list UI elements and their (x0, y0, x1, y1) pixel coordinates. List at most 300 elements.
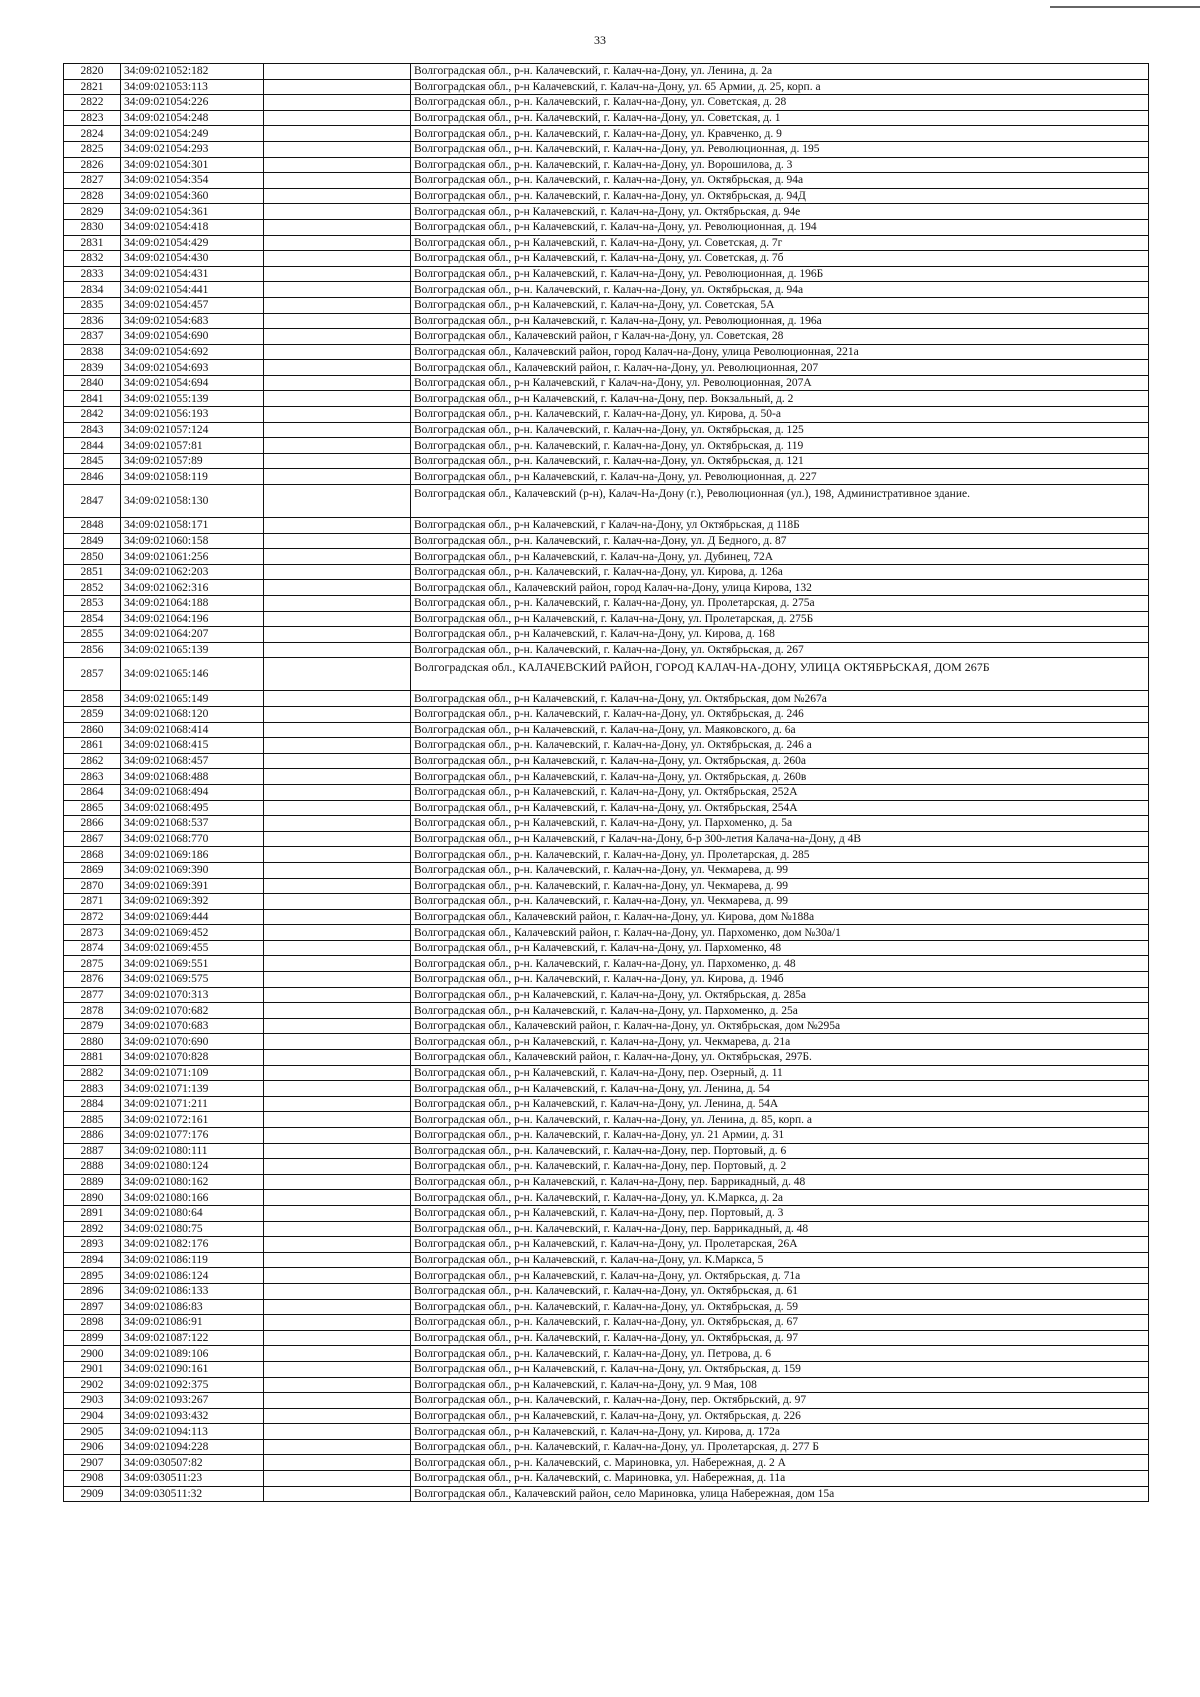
empty-cell (264, 1050, 411, 1066)
row-number: 2856 (64, 642, 121, 658)
table-row (64, 64, 1149, 80)
cadastral-number: 34:09:021070:682 (121, 1003, 264, 1019)
table-row (64, 987, 1149, 1003)
table-row (64, 188, 1149, 204)
address: Волгоградская обл., р-н. Калачевский, г. Калач-на-Дону, ул. 21 Армии, д. 31 (411, 1128, 1149, 1144)
table-row (64, 596, 1149, 612)
row-number: 2892 (64, 1221, 121, 1237)
table-row (64, 1346, 1149, 1362)
cadastral-number: 34:09:021054:430 (121, 251, 264, 267)
address: Волгоградская обл., р-н. Калачевский, г. Калач-на-Дону, ул. Октябрьская, д. 267 (411, 642, 1149, 658)
table-row (64, 157, 1149, 173)
cadastral-number: 34:09:021086:83 (121, 1299, 264, 1315)
cadastral-number: 34:09:030511:32 (121, 1486, 264, 1502)
table-row (64, 706, 1149, 722)
empty-cell (264, 580, 411, 596)
address: Волгоградская обл., р-н Калачевский, г. Калач-на-Дону, пер. Вокзальный, д. 2 (411, 391, 1149, 407)
address: Волгоградская обл., р-н. Калачевский, г. Калач-на-Дону, ул. Ворошилова, д. 3 (411, 157, 1149, 173)
table-row (64, 173, 1149, 189)
table-row (64, 266, 1149, 282)
address: Волгоградская обл., р-н. Калачевский, с. Мариновка, ул. Набережная, д. 11а (411, 1471, 1149, 1487)
row-number: 2897 (64, 1299, 121, 1315)
address: Волгоградская обл., р-н Калачевский, г Калач-на-Дону, ул. Революционная, 207А (411, 375, 1149, 391)
row-number: 2826 (64, 157, 121, 173)
empty-cell (264, 784, 411, 800)
row-number: 2904 (64, 1408, 121, 1424)
row-number: 2869 (64, 862, 121, 878)
empty-cell (264, 1159, 411, 1175)
table-row (64, 1143, 1149, 1159)
cadastral-number: 34:09:021065:146 (121, 658, 264, 691)
table-row (64, 1174, 1149, 1190)
address: Волгоградская обл., р-н Калачевский, г Калач-на-Дону, ул Октябрьская, д 118Б (411, 518, 1149, 534)
cadastral-number: 34:09:030507:82 (121, 1455, 264, 1471)
table-row (64, 1034, 1149, 1050)
table-row (64, 1393, 1149, 1409)
row-number: 2833 (64, 266, 121, 282)
address: Волгоградская обл., р-н. Калачевский, г. Калач-на-Дону, ул. Советская, д. 1 (411, 110, 1149, 126)
address: Волгоградская обл., р-н Калачевский, г. Калач-на-Дону, ул. 65 Армии, д. 25, корп. а (411, 79, 1149, 95)
row-number: 2895 (64, 1268, 121, 1284)
empty-cell (264, 800, 411, 816)
table-row (64, 204, 1149, 220)
cadastral-number: 34:09:021061:256 (121, 549, 264, 565)
empty-cell (264, 329, 411, 345)
row-number: 2900 (64, 1346, 121, 1362)
empty-cell (264, 1346, 411, 1362)
empty-cell (264, 1377, 411, 1393)
address: Волгоградская обл., р-н. Калачевский, г. Калач-на-Дону, ул. Октябрьская, д. 94Д (411, 188, 1149, 204)
empty-cell (264, 297, 411, 313)
row-number: 2878 (64, 1003, 121, 1019)
address: Волгоградская обл., р-н Калачевский, г. Калач-на-Дону, ул. Революционная, д. 194 (411, 219, 1149, 235)
empty-cell (264, 1065, 411, 1081)
table-row (64, 1159, 1149, 1175)
empty-cell (264, 769, 411, 785)
cadastral-number: 34:09:021070:683 (121, 1018, 264, 1034)
empty-cell (264, 251, 411, 267)
address: Волгоградская обл., р-н Калачевский, г. Калач-на-Дону, ул. Октябрьская, 254А (411, 800, 1149, 816)
empty-cell (264, 64, 411, 80)
row-number: 2868 (64, 847, 121, 863)
cadastral-number: 34:09:021069:391 (121, 878, 264, 894)
row-number: 2906 (64, 1439, 121, 1455)
address: Волгоградская обл., р-н Калачевский, г. Калач-на-Дону, ул. Советская, д. 7б (411, 251, 1149, 267)
table-row (64, 925, 1149, 941)
empty-cell (264, 533, 411, 549)
empty-cell (264, 126, 411, 142)
row-number: 2874 (64, 940, 121, 956)
table-row (64, 485, 1149, 518)
address: Волгоградская обл., Калачевский район, г. Калач-на-Дону, ул. Кирова, дом №188а (411, 909, 1149, 925)
address: Волгоградская обл., р-н Калачевский, г. Калач-на-Дону, ул. Октябрьская, д. 260а (411, 753, 1149, 769)
row-number: 2860 (64, 722, 121, 738)
cadastral-number: 34:09:021054:226 (121, 95, 264, 111)
table-row (64, 1471, 1149, 1487)
cadastral-number: 34:09:021068:415 (121, 738, 264, 754)
row-number: 2845 (64, 453, 121, 469)
empty-cell (264, 847, 411, 863)
table-row (64, 580, 1149, 596)
address: Волгоградская обл., р-н. Калачевский, с. Мариновка, ул. Набережная, д. 2 А (411, 1455, 1149, 1471)
empty-cell (264, 1112, 411, 1128)
cadastral-number: 34:09:021072:161 (121, 1112, 264, 1128)
address: Волгоградская обл., р-н. Калачевский, г. Калач-на-Дону, ул. Октябрьская, д. 121 (411, 453, 1149, 469)
empty-cell (264, 1315, 411, 1331)
empty-cell (264, 391, 411, 407)
address: Волгоградская обл., р-н. Калачевский, г. Калач-на-Дону, ул. Октябрьская, д. 125 (411, 422, 1149, 438)
table-row (64, 126, 1149, 142)
address: Волгоградская обл., р-н. Калачевский, г. Калач-на-Дону, пер. Баррикадный, д. 48 (411, 1221, 1149, 1237)
cadastral-number: 34:09:021068:120 (121, 706, 264, 722)
empty-cell (264, 658, 411, 691)
cadastral-number: 34:09:021080:111 (121, 1143, 264, 1159)
row-number: 2846 (64, 469, 121, 485)
row-number: 2854 (64, 611, 121, 627)
row-number: 2864 (64, 784, 121, 800)
empty-cell (264, 831, 411, 847)
table-row (64, 1377, 1149, 1393)
empty-cell (264, 596, 411, 612)
empty-cell (264, 204, 411, 220)
cadastral-number: 34:09:021080:75 (121, 1221, 264, 1237)
address: Волгоградская обл., р-н Калачевский, г. Калач-на-Дону, ул. Революционная, д. 196а (411, 313, 1149, 329)
table-row (64, 1081, 1149, 1097)
cadastral-number: 34:09:021054:354 (121, 173, 264, 189)
row-number: 2823 (64, 110, 121, 126)
address: Волгоградская обл., р-н Калачевский, г. Калач-на-Дону, ул. Октябрьская, д. 226 (411, 1408, 1149, 1424)
row-number: 2835 (64, 297, 121, 313)
table-row (64, 784, 1149, 800)
empty-cell (264, 1408, 411, 1424)
row-number: 2827 (64, 173, 121, 189)
row-number: 2905 (64, 1424, 121, 1440)
row-number: 2849 (64, 533, 121, 549)
empty-cell (264, 79, 411, 95)
row-number: 2852 (64, 580, 121, 596)
cadastral-number: 34:09:021068:457 (121, 753, 264, 769)
table-row (64, 549, 1149, 565)
table-row (64, 738, 1149, 754)
row-number: 2867 (64, 831, 121, 847)
row-number: 2879 (64, 1018, 121, 1034)
empty-cell (264, 1252, 411, 1268)
empty-cell (264, 1034, 411, 1050)
cadastral-number: 34:09:021054:360 (121, 188, 264, 204)
cadastral-number: 34:09:021054:457 (121, 297, 264, 313)
cadastral-number: 34:09:021070:690 (121, 1034, 264, 1050)
address: Волгоградская обл., р-н. Калачевский, г. Калач-на-Дону, ул. Кравченко, д. 9 (411, 126, 1149, 142)
row-number: 2840 (64, 375, 121, 391)
cadastral-number: 34:09:021057:124 (121, 422, 264, 438)
row-number: 2886 (64, 1128, 121, 1144)
empty-cell (264, 816, 411, 832)
cadastral-number: 34:09:021069:392 (121, 894, 264, 910)
address: Волгоградская обл., р-н Калачевский, г. Калач-на-Дону, пер. Озерный, д. 11 (411, 1065, 1149, 1081)
cadastral-number: 34:09:021082:176 (121, 1237, 264, 1253)
cadastral-number: 34:09:021077:176 (121, 1128, 264, 1144)
address: Волгоградская обл., р-н. Калачевский, г. Калач-на-Дону, ул. Октябрьская, д. 94а (411, 173, 1149, 189)
table-row (64, 1330, 1149, 1346)
table-row (64, 769, 1149, 785)
empty-cell (264, 1174, 411, 1190)
table-row (64, 453, 1149, 469)
table-row (64, 79, 1149, 95)
empty-cell (264, 360, 411, 376)
table-row (64, 1439, 1149, 1455)
top-edge-line (1050, 6, 1200, 8)
cadastral-number: 34:09:021068:495 (121, 800, 264, 816)
cadastral-number: 34:09:021093:267 (121, 1393, 264, 1409)
address: Волгоградская обл., р-н Калачевский, г. Калач-на-Дону, ул. Революционная, д. 196Б (411, 266, 1149, 282)
address: Волгоградская обл., Калачевский район, г. Калач-на-Дону, ул. Революционная, 207 (411, 360, 1149, 376)
table-row (64, 313, 1149, 329)
table-row (64, 344, 1149, 360)
cadastral-number: 34:09:021065:149 (121, 691, 264, 707)
empty-cell (264, 1268, 411, 1284)
empty-cell (264, 1003, 411, 1019)
row-number: 2821 (64, 79, 121, 95)
address: Волгоградская обл., р-н. Калачевский, г. Калач-на-Дону, ул. Чекмарева, д. 99 (411, 894, 1149, 910)
cadastral-number: 34:09:021054:693 (121, 360, 264, 376)
row-number: 2891 (64, 1205, 121, 1221)
address: Волгоградская обл., Калачевский район, г. Калач-на-Дону, ул. Пархоменко, дом №30а/1 (411, 925, 1149, 941)
empty-cell (264, 925, 411, 941)
row-number: 2893 (64, 1237, 121, 1253)
address: Волгоградская обл., р-н. Калачевский, г. Калач-на-Дону, пер. Портовый, д. 2 (411, 1159, 1149, 1175)
empty-cell (264, 1299, 411, 1315)
cadastral-number: 34:09:021064:207 (121, 627, 264, 643)
page-number: 33 (594, 33, 606, 47)
row-number: 2875 (64, 956, 121, 972)
empty-cell (264, 1018, 411, 1034)
row-number: 2876 (64, 972, 121, 988)
table-row (64, 251, 1149, 267)
table-row (64, 1486, 1149, 1502)
row-number: 2862 (64, 753, 121, 769)
empty-cell (264, 518, 411, 534)
address: Волгоградская обл., р-н. Калачевский, г. Калач-на-Дону, ул. Кирова, д. 194б (411, 972, 1149, 988)
address: Волгоградская обл., р-н Калачевский, г. Калач-на-Дону, ул. Октябрьская, 252А (411, 784, 1149, 800)
address: Волгоградская обл., р-н. Калачевский, г. Калач-на-Дону, ул. Ленина, д. 85, корп. а (411, 1112, 1149, 1128)
row-number: 2863 (64, 769, 121, 785)
address: Волгоградская обл., Калачевский (р-н), Калач-На-Дону (г.), Революционная (ул.), 198, Административное здание. (411, 485, 1149, 518)
empty-cell (264, 549, 411, 565)
address: Волгоградская обл., р-н Калачевский, г. Калач-на-Дону, ул. Кирова, д. 172а (411, 1424, 1149, 1440)
empty-cell (264, 894, 411, 910)
cadastral-number: 34:09:021064:188 (121, 596, 264, 612)
cadastral-number: 34:09:021054:692 (121, 344, 264, 360)
cadastral-number: 34:09:021054:429 (121, 235, 264, 251)
row-number: 2837 (64, 329, 121, 345)
cadastral-number: 34:09:021055:139 (121, 391, 264, 407)
empty-cell (264, 1237, 411, 1253)
address: Волгоградская обл., р-н. Калачевский, г. Калач-на-Дону, ул. Ленина, д. 2а (411, 64, 1149, 80)
table-row (64, 1283, 1149, 1299)
cadastral-number: 34:09:021057:81 (121, 438, 264, 454)
cadastral-number: 34:09:021068:494 (121, 784, 264, 800)
row-number: 2898 (64, 1315, 121, 1331)
address: Волгоградская обл., р-н. Калачевский, г. Калач-на-Дону, пер. Портовый, д. 6 (411, 1143, 1149, 1159)
empty-cell (264, 219, 411, 235)
row-number: 2888 (64, 1159, 121, 1175)
address: Волгоградская обл., р-н. Калачевский, г. Калач-на-Дону, ул. Кирова, д. 50-а (411, 407, 1149, 423)
address: Волгоградская обл., р-н. Калачевский, г. Калач-на-Дону, ул. Октябрьская, д. 61 (411, 1283, 1149, 1299)
address: Волгоградская обл., р-н. Калачевский, г. Калач-на-Дону, ул. Пролетарская, д. 285 (411, 847, 1149, 863)
row-number: 2847 (64, 485, 121, 518)
table-row (64, 1096, 1149, 1112)
table-row (64, 518, 1149, 534)
empty-cell (264, 422, 411, 438)
address: Волгоградская обл., р-н Калачевский, г. Калач-на-Дону, ул. Пархоменко, 48 (411, 940, 1149, 956)
cadastral-number: 34:09:021094:228 (121, 1439, 264, 1455)
address: Волгоградская обл., Калачевский район, г Калач-на-Дону, ул. Советская, 28 (411, 329, 1149, 345)
cadastral-number: 34:09:021071:109 (121, 1065, 264, 1081)
table-row (64, 1221, 1149, 1237)
row-number: 2894 (64, 1252, 121, 1268)
row-number: 2866 (64, 816, 121, 832)
row-number: 2825 (64, 141, 121, 157)
cadastral-number: 34:09:021090:161 (121, 1361, 264, 1377)
empty-cell (264, 1205, 411, 1221)
row-number: 2870 (64, 878, 121, 894)
cadastral-number: 34:09:021057:89 (121, 453, 264, 469)
row-number: 2880 (64, 1034, 121, 1050)
row-number: 2850 (64, 549, 121, 565)
row-number: 2865 (64, 800, 121, 816)
row-number: 2839 (64, 360, 121, 376)
table-row (64, 691, 1149, 707)
row-number: 2859 (64, 706, 121, 722)
address: Волгоградская обл., Калачевский район, город Калач-на-Дону, улица Кирова, 132 (411, 580, 1149, 596)
property-register-table (63, 63, 1149, 1502)
cadastral-number: 34:09:021069:455 (121, 940, 264, 956)
table-row (64, 1315, 1149, 1331)
cadastral-number: 34:09:021069:186 (121, 847, 264, 863)
empty-cell (264, 862, 411, 878)
cadastral-number: 34:09:021068:488 (121, 769, 264, 785)
row-number: 2889 (64, 1174, 121, 1190)
row-number: 2907 (64, 1455, 121, 1471)
row-number: 2848 (64, 518, 121, 534)
address: Волгоградская обл., р-н Калачевский, г. Калач-на-Дону, ул. Октябрьская, д. 71а (411, 1268, 1149, 1284)
table-row (64, 438, 1149, 454)
row-number: 2836 (64, 313, 121, 329)
empty-cell (264, 110, 411, 126)
empty-cell (264, 1439, 411, 1455)
empty-cell (264, 438, 411, 454)
row-number: 2887 (64, 1143, 121, 1159)
table-row (64, 642, 1149, 658)
table-row (64, 1205, 1149, 1221)
cadastral-number: 34:09:021062:203 (121, 564, 264, 580)
table-row (64, 391, 1149, 407)
row-number: 2858 (64, 691, 121, 707)
address: Волгоградская обл., р-н Калачевский, г. Калач-на-Дону, ул. Октябрьская, д. 159 (411, 1361, 1149, 1377)
empty-cell (264, 909, 411, 925)
cadastral-number: 34:09:021052:182 (121, 64, 264, 80)
empty-cell (264, 642, 411, 658)
cadastral-number: 34:09:021054:683 (121, 313, 264, 329)
table-row (64, 235, 1149, 251)
table-row (64, 375, 1149, 391)
table-row (64, 940, 1149, 956)
row-number: 2885 (64, 1112, 121, 1128)
cadastral-number: 34:09:021068:414 (121, 722, 264, 738)
table-row (64, 611, 1149, 627)
address: Волгоградская обл., р-н. Калачевский, г. Калач-на-Дону, ул. Чекмарева, д. 99 (411, 862, 1149, 878)
cadastral-number: 34:09:021069:444 (121, 909, 264, 925)
address: Волгоградская обл., р-н Калачевский, г Калач-на-Дону, б-р 300-летия Калача-на-Дону, д 4В (411, 831, 1149, 847)
cadastral-number: 34:09:021070:828 (121, 1050, 264, 1066)
cadastral-number: 34:09:030511:23 (121, 1471, 264, 1487)
cadastral-number: 34:09:021054:249 (121, 126, 264, 142)
address: Волгоградская обл., р-н Калачевский, г. Калач-на-Дону, ул. Маяковского, д. 6а (411, 722, 1149, 738)
table-row (64, 407, 1149, 423)
empty-cell (264, 1143, 411, 1159)
table-row (64, 658, 1149, 691)
row-number: 2909 (64, 1486, 121, 1502)
row-number: 2842 (64, 407, 121, 423)
address: Волгоградская обл., р-н. Калачевский, г. Калач-на-Дону, ул. К.Маркса, д. 2а (411, 1190, 1149, 1206)
empty-cell (264, 1424, 411, 1440)
address: Волгоградская обл., КАЛАЧЕВСКИЙ РАЙОН, ГОРОД КАЛАЧ-НА-ДОНУ, УЛИЦА ОКТЯБРЬСКАЯ, ДОМ 267Б (411, 658, 1149, 691)
empty-cell (264, 1128, 411, 1144)
empty-cell (264, 878, 411, 894)
table-row (64, 110, 1149, 126)
address: Волгоградская обл., р-н. Калачевский, г. Калач-на-Дону, ул. Октябрьская, д. 119 (411, 438, 1149, 454)
row-number: 2841 (64, 391, 121, 407)
empty-cell (264, 706, 411, 722)
cadastral-number: 34:09:021094:113 (121, 1424, 264, 1440)
table-row (64, 1003, 1149, 1019)
row-number: 2881 (64, 1050, 121, 1066)
row-number: 2851 (64, 564, 121, 580)
cadastral-number: 34:09:021054:301 (121, 157, 264, 173)
empty-cell (264, 1096, 411, 1112)
address: Волгоградская обл., р-н. Калачевский, г. Калач-на-Дону, ул. Советская, д. 28 (411, 95, 1149, 111)
address: Волгоградская обл., р-н. Калачевский, г. Калач-на-Дону, ул. Кирова, д. 126а (411, 564, 1149, 580)
row-number: 2844 (64, 438, 121, 454)
cadastral-number: 34:09:021065:139 (121, 642, 264, 658)
table-row (64, 282, 1149, 298)
cadastral-number: 34:09:021080:162 (121, 1174, 264, 1190)
row-number: 2831 (64, 235, 121, 251)
empty-cell (264, 188, 411, 204)
empty-cell (264, 1221, 411, 1237)
empty-cell (264, 564, 411, 580)
empty-cell (264, 266, 411, 282)
cadastral-number: 34:09:021054:694 (121, 375, 264, 391)
table-row (64, 816, 1149, 832)
cadastral-number: 34:09:021068:770 (121, 831, 264, 847)
table-row (64, 894, 1149, 910)
empty-cell (264, 157, 411, 173)
empty-cell (264, 141, 411, 157)
table-row (64, 862, 1149, 878)
cadastral-number: 34:09:021069:390 (121, 862, 264, 878)
table-row (64, 1112, 1149, 1128)
row-number: 2903 (64, 1393, 121, 1409)
address: Волгоградская обл., р-н Калачевский, г. Калач-на-Дону, ул. Революционная, д. 227 (411, 469, 1149, 485)
cadastral-number: 34:09:021070:313 (121, 987, 264, 1003)
address: Волгоградская обл., Калачевский район, г. Калач-на-Дону, ул. Октябрьская, 297Б. (411, 1050, 1149, 1066)
register-body (64, 64, 1149, 1502)
table-row (64, 533, 1149, 549)
table-row (64, 1424, 1149, 1440)
address: Волгоградская обл., р-н Калачевский, г. Калач-на-Дону, ул. Пархоменко, д. 25а (411, 1003, 1149, 1019)
address: Волгоградская обл., р-н. Калачевский, г. Калач-на-Дону, ул. Пролетарская, д. 275а (411, 596, 1149, 612)
